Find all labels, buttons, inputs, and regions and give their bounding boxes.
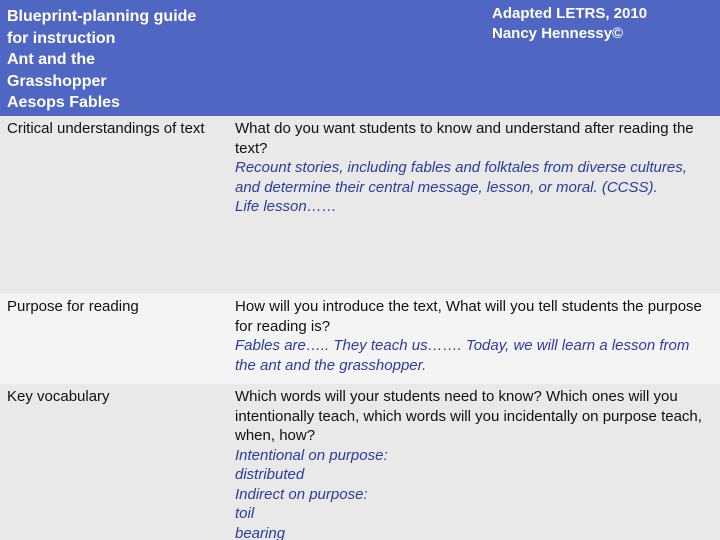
row-key-vocabulary xyxy=(0,384,720,540)
row-answer-line: Recount stories, including fables and folktales from diverse cultures, and determine their central message, lesson, or moral. (CCSS). xyxy=(235,159,687,196)
row-answer-line: toil xyxy=(235,505,255,522)
guide-title-line: Blueprint-planning guide xyxy=(7,8,197,25)
row-label: Key vocabulary xyxy=(7,388,110,405)
row-question: Which words will your students need to know? Which ones will you intentionally teach, which words will you incidentally on purpose teach, when, how? xyxy=(235,388,702,444)
row-answer-line: Life lesson…… xyxy=(235,198,337,215)
row-purpose-for-reading xyxy=(0,294,720,384)
row-answer-line: Indirect on purpose: xyxy=(235,485,368,503)
row-question: How will you introduce the text, What will you tell students the purpose for reading is? xyxy=(235,298,702,335)
guide-title-line: Grasshopper xyxy=(7,72,107,90)
row-content xyxy=(235,119,713,217)
row-critical-understandings xyxy=(0,116,720,294)
credit-line: Nancy Hennessy© xyxy=(492,24,624,42)
row-label: Purpose for reading xyxy=(7,298,139,315)
row-content xyxy=(235,387,713,540)
guide-title xyxy=(7,6,232,114)
row-answer-line: Fables are….. They teach us……. Today, we will learn a lesson from the ant and the grasshopper. xyxy=(235,337,690,374)
row-label: Critical understandings of text xyxy=(7,120,205,137)
guide-title-line: for instruction xyxy=(7,29,116,47)
guide-title-line: Ant and the xyxy=(7,51,95,68)
row-answer-line: Intentional on purpose: xyxy=(235,446,388,464)
header-bar xyxy=(0,0,720,116)
row-answer-line: bearing xyxy=(235,524,286,540)
credit xyxy=(492,4,712,43)
credit-line: Adapted LETRS, 2010 xyxy=(492,5,648,22)
row-content xyxy=(235,297,713,375)
row-question: What do you want students to know and understand after reading the text? xyxy=(235,120,694,157)
row-answer-line: distributed xyxy=(235,466,305,483)
guide-title-line: Aesops Fables xyxy=(7,94,120,111)
